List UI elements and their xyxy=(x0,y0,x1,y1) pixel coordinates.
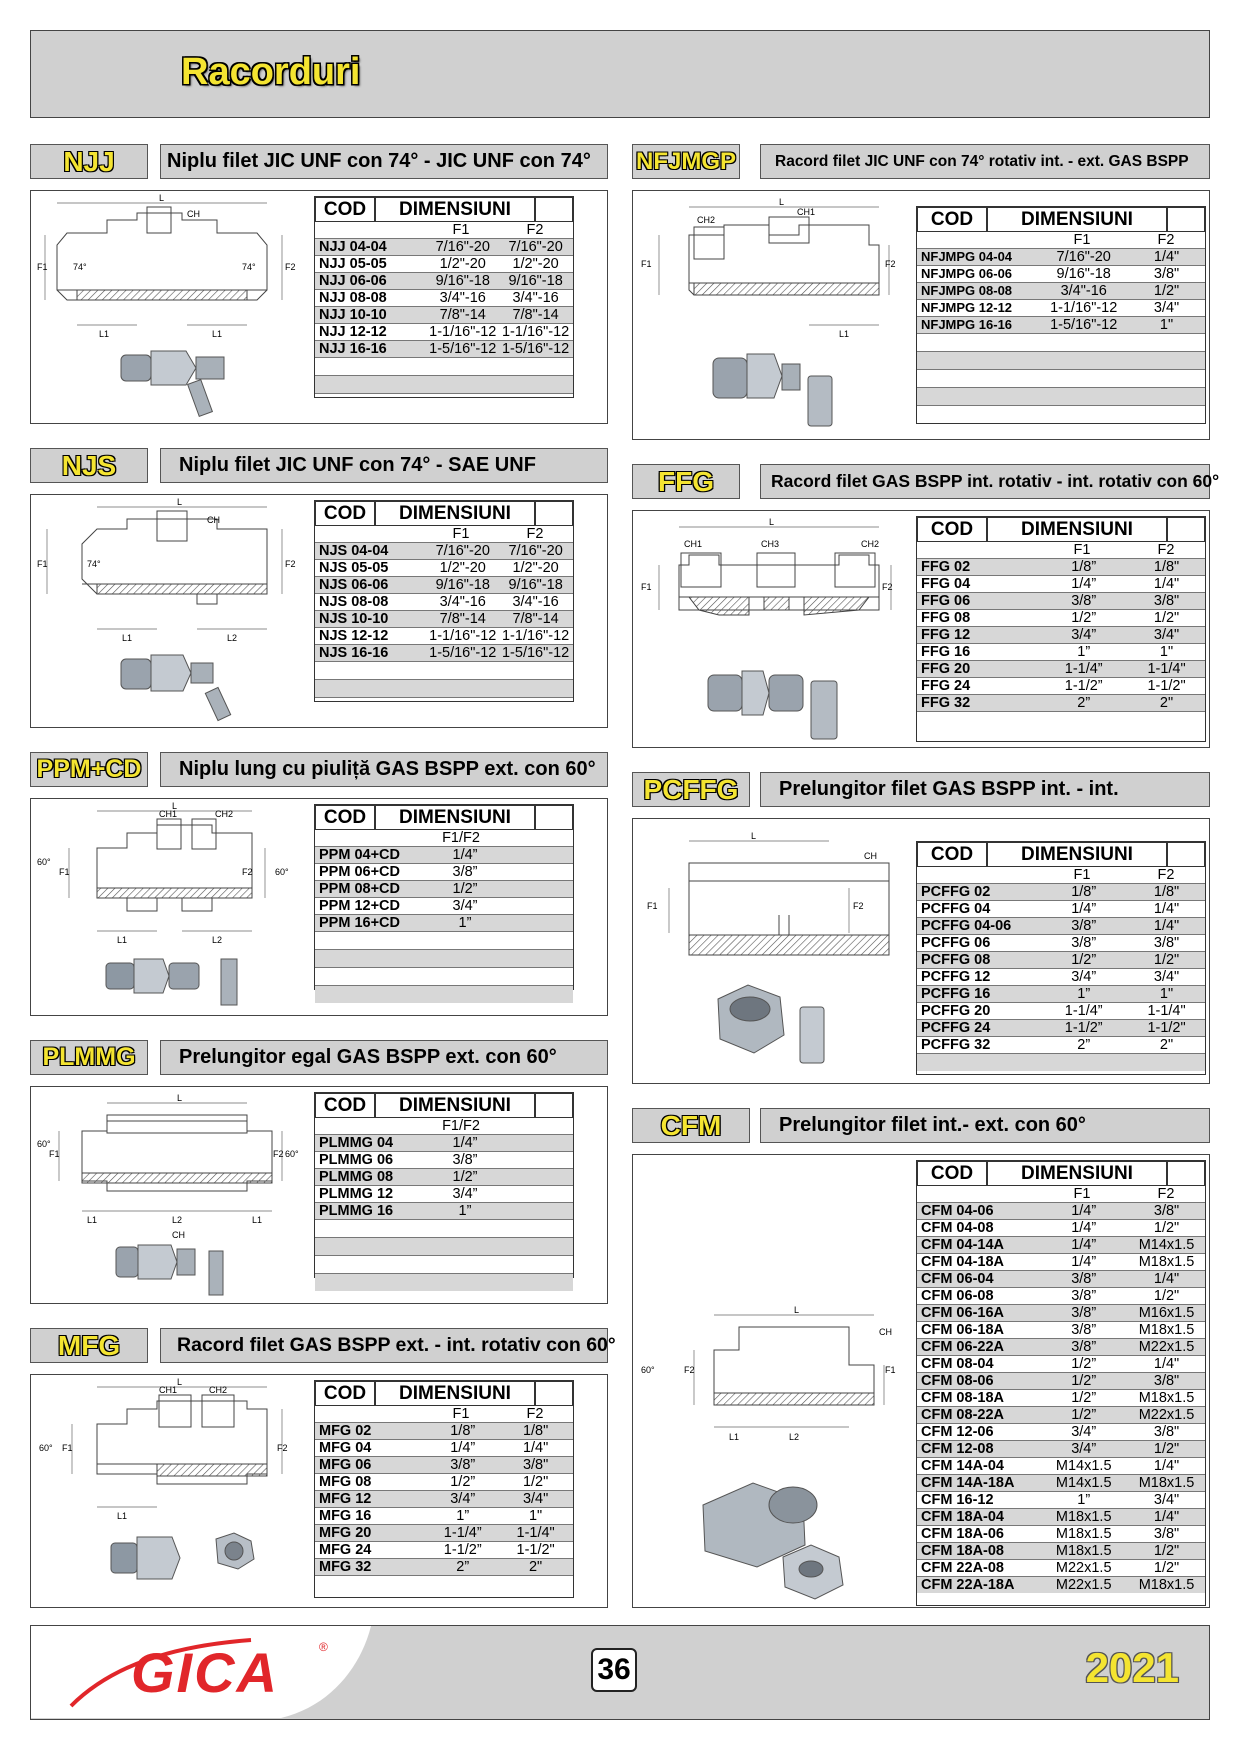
dim-label-l: L xyxy=(177,1093,183,1103)
table-row: NJJ 12-12 1-1/16"-12 1-1/16"-12 xyxy=(315,323,573,340)
column-header-cod: COD xyxy=(917,1161,987,1185)
table-row: NFJMPG 08-08 3/4"-16 1/2" xyxy=(917,282,1205,299)
table-row: FFG 12 3/4” 3/4" xyxy=(917,626,1205,643)
table-row: NFJMPG 12-12 1-1/16"-12 3/4" xyxy=(917,299,1205,316)
footer-bar xyxy=(30,1625,1210,1720)
dim-label-f1: F1 xyxy=(37,262,48,272)
section-code: CFM xyxy=(632,1108,750,1143)
product-photo xyxy=(111,1237,261,1302)
table-row-empty xyxy=(315,1255,573,1273)
product-photo xyxy=(693,1465,873,1605)
dim-label-f2: F2 xyxy=(242,867,253,877)
section-code: NJJ xyxy=(30,144,148,179)
section-njs xyxy=(30,448,608,728)
table-row: MFG 24 1-1/2” 1-1/2" xyxy=(315,1541,573,1558)
product-panel xyxy=(632,510,1210,748)
section-code: MFG xyxy=(30,1328,148,1363)
section-ffg xyxy=(632,464,1220,748)
registered-mark: ® xyxy=(319,1640,328,1654)
table-row: CFM 22A-18A M22x1.5 M18x1.5 xyxy=(917,1576,1205,1593)
dim-label-f2: F2 xyxy=(853,901,864,911)
dim-label-ch2: CH2 xyxy=(215,809,234,819)
dim-label-f2: F2 xyxy=(273,1149,284,1159)
dim-label-l2: L2 xyxy=(227,633,238,643)
column-header-blank xyxy=(1167,207,1205,231)
dim-label-l2: L2 xyxy=(212,935,223,945)
dim-label-l: L xyxy=(779,197,785,207)
table-row: CFM 04-08 1/4” 1/2" xyxy=(917,1219,1205,1236)
dim-label-f2: F2 xyxy=(684,1365,695,1375)
table-row: NFJMPG 04-04 7/16"-20 1/4" xyxy=(917,248,1205,265)
dim-label-f2: F2 xyxy=(885,259,896,269)
table-row: NJJ 16-16 1-5/16"-12 1-5/16"-12 xyxy=(315,340,573,357)
table-row: NJS 12-12 1-1/16"-12 1-1/16"-12 xyxy=(315,627,573,644)
table-row: FFG 16 1” 1" xyxy=(917,643,1205,660)
column-header-blank xyxy=(1167,517,1205,541)
section-njj xyxy=(30,144,608,424)
table-row-empty xyxy=(315,1237,573,1255)
table-row: FFG 04 1/4” 1/4" xyxy=(917,575,1205,592)
dim-label-f1: F1 xyxy=(37,559,48,569)
column-header-cod: COD xyxy=(315,805,375,829)
subheader-f1-f2: F1/F2 xyxy=(442,1118,480,1134)
column-header-dimensiuni: DIMENSIUNI xyxy=(375,1381,535,1405)
column-header-blank xyxy=(1167,842,1205,866)
table-row: NJS 04-04 7/16"-20 7/16"-20 xyxy=(315,542,573,559)
table-row-empty xyxy=(315,661,573,679)
product-panel xyxy=(632,818,1210,1084)
dim-label-l: L xyxy=(177,1377,183,1387)
subheader-f1: F1 xyxy=(1073,542,1091,558)
dim-label-ch: CH xyxy=(172,1230,185,1240)
column-header-dimensiuni: DIMENSIUNI xyxy=(987,517,1167,541)
dim-label-l2: L2 xyxy=(789,1432,800,1442)
table-row: CFM 08-22A 1/2” M22x1.5 xyxy=(917,1406,1205,1423)
dim-label-l1: L1 xyxy=(729,1432,740,1442)
table-row-empty xyxy=(917,333,1205,351)
dim-label-angle: 74° xyxy=(73,262,87,272)
table-row-empty xyxy=(917,711,1205,729)
dim-label-angle: 74° xyxy=(242,262,256,272)
dim-label-ch1: CH1 xyxy=(797,207,816,217)
technical-drawing xyxy=(37,499,297,649)
technical-drawing xyxy=(639,823,899,973)
column-header-dimensiuni: DIMENSIUNI xyxy=(375,197,535,221)
table-row: NJS 05-05 1/2"-20 1/2"-20 xyxy=(315,559,573,576)
table-row-empty xyxy=(917,387,1205,405)
dim-label-l1: L1 xyxy=(117,935,128,945)
table-row: NJS 16-16 1-5/16"-12 1-5/16"-12 xyxy=(315,644,573,661)
table-row-empty xyxy=(315,985,573,1003)
dim-label-f1: F1 xyxy=(62,1443,73,1453)
column-header-blank xyxy=(535,805,573,829)
dim-label-l1: L1 xyxy=(122,633,133,643)
column-header-dimensiuni: DIMENSIUNI xyxy=(987,842,1167,866)
table-row: CFM 08-04 1/2” 1/4" xyxy=(917,1355,1205,1372)
page-title: Racorduri xyxy=(181,51,361,93)
dim-label-ch: CH xyxy=(864,851,877,861)
table-row: CFM 06-18A 3/8” M18x1.5 xyxy=(917,1321,1205,1338)
table-row: CFM 18A-08 M18x1.5 1/2" xyxy=(917,1542,1205,1559)
dim-label-angle: 60° xyxy=(275,867,289,877)
column-header-cod: COD xyxy=(917,842,987,866)
technical-drawing xyxy=(37,803,297,953)
dim-label-f1: F1 xyxy=(59,867,70,877)
dim-label-ch1: CH1 xyxy=(159,809,178,819)
table-row: FFG 32 2” 2" xyxy=(917,694,1205,711)
section-description: Niplu lung cu piuliță GAS BSPP ext. con 60° xyxy=(160,752,608,787)
column-header-blank xyxy=(535,501,573,525)
dim-label-l: L xyxy=(159,193,165,203)
section-ppm-cd xyxy=(30,752,608,1016)
technical-drawing xyxy=(639,515,899,665)
dim-label-angle: 60° xyxy=(37,1139,51,1149)
table-row: PPM 04+CD 1/4” xyxy=(315,846,573,863)
table-row: MFG 08 1/2” 1/2" xyxy=(315,1473,573,1490)
subheader-f2: F2 xyxy=(1157,542,1175,558)
dim-label-f1: F1 xyxy=(641,259,652,269)
table-row-empty xyxy=(917,369,1205,387)
table-row: NJS 10-10 7/8"-14 7/8"-14 xyxy=(315,610,573,627)
dim-label-angle: 60° xyxy=(37,857,51,867)
section-description: Racord filet JIC UNF con 74° rotativ int. - ext. GAS BSPP xyxy=(760,144,1210,179)
table-row: CFM 18A-04 M18x1.5 1/4" xyxy=(917,1508,1205,1525)
product-photo xyxy=(708,346,868,436)
table-row: CFM 16-12 1” 3/4" xyxy=(917,1491,1205,1508)
dim-label-angle: 60° xyxy=(285,1149,299,1159)
column-header-cod: COD xyxy=(917,207,987,231)
subheader-f1-f2: F1/F2 xyxy=(442,830,480,846)
table-row: NJJ 10-10 7/8"-14 7/8"-14 xyxy=(315,306,573,323)
product-panel xyxy=(632,190,1210,440)
section-description: Prelungitor filet int.- ext. con 60° xyxy=(760,1108,1210,1143)
section-code: PCFFG xyxy=(632,772,750,807)
technical-drawing xyxy=(639,1305,899,1455)
table-row-empty xyxy=(315,679,573,697)
table-row-empty xyxy=(315,697,573,715)
dim-label-l1: L1 xyxy=(839,329,850,339)
dim-label-f1: F1 xyxy=(885,1365,896,1375)
table-row: PCFFG 32 2” 2" xyxy=(917,1036,1205,1053)
table-row-empty xyxy=(315,375,573,393)
technical-drawing xyxy=(639,195,899,345)
dimensions-table xyxy=(916,841,1206,1075)
product-photo xyxy=(703,663,863,743)
dim-label-l: L xyxy=(177,497,183,507)
table-row: MFG 02 1/8” 1/8" xyxy=(315,1422,573,1439)
table-row-empty xyxy=(315,357,573,375)
dim-label-ch1: CH1 xyxy=(159,1385,178,1395)
dim-label-f2: F2 xyxy=(285,559,296,569)
table-row: CFM 14A-04 M14x1.5 1/4" xyxy=(917,1457,1205,1474)
table-row: PCFFG 12 3/4” 3/4" xyxy=(917,968,1205,985)
table-row: NJS 06-06 9/16"-18 9/16"-18 xyxy=(315,576,573,593)
dimensions-table xyxy=(314,500,574,702)
dim-label-angle: 74° xyxy=(87,559,101,569)
table-row: PCFFG 24 1-1/2” 1-1/2" xyxy=(917,1019,1205,1036)
table-row: PLMMG 04 1/4” xyxy=(315,1134,573,1151)
section-description: Prelungitor filet GAS BSPP int. - int. xyxy=(760,772,1210,807)
product-panel xyxy=(30,1086,608,1304)
subheader-f1: F1 xyxy=(1073,232,1091,248)
product-panel xyxy=(30,494,608,728)
subheader-f1: F1 xyxy=(1073,867,1091,883)
column-header-dimensiuni: DIMENSIUNI xyxy=(987,207,1167,231)
dim-label-l2: L2 xyxy=(172,1215,183,1225)
table-row: CFM 04-18A 1/4” M18x1.5 xyxy=(917,1253,1205,1270)
dimensions-table xyxy=(916,1160,1206,1606)
dim-label-l: L xyxy=(751,831,757,841)
table-row: PPM 16+CD 1” xyxy=(315,914,573,931)
dim-label-l: L xyxy=(172,801,178,811)
table-row: NJS 08-08 3/4"-16 3/4"-16 xyxy=(315,593,573,610)
section-description: Niplu filet JIC UNF con 74° - JIC UNF con 74° xyxy=(160,144,608,179)
section-plmmg xyxy=(30,1040,608,1304)
column-header-blank xyxy=(535,1093,573,1117)
table-row: PPM 06+CD 3/8” xyxy=(315,863,573,880)
table-row: PCFFG 08 1/2” 1/2" xyxy=(917,951,1205,968)
dim-label-l1: L1 xyxy=(252,1215,263,1225)
section-description: Prelungitor egal GAS BSPP ext. con 60° xyxy=(160,1040,608,1075)
subheader-f2: F2 xyxy=(1157,867,1175,883)
table-row: MFG 06 3/8” 3/8" xyxy=(315,1456,573,1473)
product-photo xyxy=(101,949,261,1014)
table-row: NFJMPG 06-06 9/16"-18 3/8" xyxy=(917,265,1205,282)
page-number: 36 xyxy=(591,1648,637,1692)
column-header-cod: COD xyxy=(315,501,375,525)
table-row: CFM 06-04 3/8” 1/4" xyxy=(917,1270,1205,1287)
section-pcffg xyxy=(632,772,1210,1084)
section-code: PPM+CD xyxy=(30,752,148,787)
dimensions-table xyxy=(314,804,574,990)
catalog-year: 2021 xyxy=(1085,1644,1179,1691)
table-row: PLMMG 08 1/2” xyxy=(315,1168,573,1185)
column-header-blank xyxy=(1167,1161,1205,1185)
subheader-f1: F1 xyxy=(452,526,470,542)
table-row: PCFFG 04 1/4” 1/4" xyxy=(917,900,1205,917)
dim-label-ch: CH xyxy=(879,1327,892,1337)
section-description: Niplu filet JIC UNF con 74° - SAE UNF xyxy=(160,448,608,483)
dim-label-f2: F2 xyxy=(285,262,296,272)
title-bar xyxy=(30,30,1210,118)
dim-label-ch2: CH2 xyxy=(861,539,880,549)
table-row: CFM 06-08 3/8” 1/2" xyxy=(917,1287,1205,1304)
column-header-cod: COD xyxy=(315,197,375,221)
table-row: CFM 06-22A 3/8” M22x1.5 xyxy=(917,1338,1205,1355)
subheader-f1: F1 xyxy=(452,1406,470,1422)
section-cfm xyxy=(632,1108,1210,1608)
column-header-blank xyxy=(535,1381,573,1405)
dimensions-table xyxy=(314,1380,574,1598)
table-row: CFM 22A-08 M22x1.5 1/2" xyxy=(917,1559,1205,1576)
dim-label-l1: L1 xyxy=(117,1511,128,1521)
column-header-dimensiuni: DIMENSIUNI xyxy=(375,805,535,829)
section-nfjmgp xyxy=(632,144,1210,440)
dim-label-l: L xyxy=(794,1305,800,1315)
table-row: MFG 32 2” 2" xyxy=(315,1558,573,1575)
table-row: MFG 16 1” 1" xyxy=(315,1507,573,1524)
table-row: CFM 14A-18A M14x1.5 M18x1.5 xyxy=(917,1474,1205,1491)
table-row: CFM 18A-06 M18x1.5 3/8" xyxy=(917,1525,1205,1542)
dim-label-f2: F2 xyxy=(882,582,893,592)
table-row: FFG 24 1-1/2” 1-1/2" xyxy=(917,677,1205,694)
table-row: CFM 12-06 3/4” 3/8" xyxy=(917,1423,1205,1440)
table-row-empty xyxy=(917,405,1205,423)
dimensions-table xyxy=(916,206,1206,424)
subheader-f2: F2 xyxy=(526,1406,544,1422)
technical-drawing xyxy=(37,1091,297,1241)
technical-drawing xyxy=(37,1379,297,1529)
table-row: NJJ 08-08 3/4"-16 3/4"-16 xyxy=(315,289,573,306)
section-code: FFG xyxy=(632,464,740,499)
product-photo xyxy=(111,645,251,725)
section-code: PLMMG xyxy=(30,1040,148,1075)
table-row: FFG 20 1-1/4” 1-1/4" xyxy=(917,660,1205,677)
subheader-f2: F2 xyxy=(526,222,544,238)
table-row-empty xyxy=(315,393,573,411)
table-row: PCFFG 06 3/8” 3/8" xyxy=(917,934,1205,951)
table-row: NJJ 04-04 7/16"-20 7/16"-20 xyxy=(315,238,573,255)
table-row-empty xyxy=(917,351,1205,369)
table-row: FFG 06 3/8” 3/8" xyxy=(917,592,1205,609)
product-panel xyxy=(30,798,608,1016)
dim-label-l1: L1 xyxy=(87,1215,98,1225)
product-photo xyxy=(111,341,251,421)
dim-label-f1: F1 xyxy=(49,1149,60,1159)
product-photo xyxy=(708,979,848,1079)
subheader-f2: F2 xyxy=(1157,232,1175,248)
table-row: PCFFG 20 1-1/4” 1-1/4" xyxy=(917,1002,1205,1019)
table-row: CFM 08-18A 1/2” M18x1.5 xyxy=(917,1389,1205,1406)
table-row-empty xyxy=(315,949,573,967)
column-header-cod: COD xyxy=(917,517,987,541)
table-row: PLMMG 12 3/4” xyxy=(315,1185,573,1202)
section-code: NFJMGP xyxy=(632,144,740,179)
column-header-cod: COD xyxy=(315,1381,375,1405)
subheader-f1: F1 xyxy=(452,222,470,238)
table-row: NJJ 05-05 1/2"-20 1/2"-20 xyxy=(315,255,573,272)
dim-label-ch3: CH3 xyxy=(761,539,780,549)
table-row: PCFFG 04-06 3/8” 1/4" xyxy=(917,917,1205,934)
technical-drawing xyxy=(37,195,297,345)
dim-label-l: L xyxy=(769,517,775,527)
table-row: FFG 08 1/2” 1/2" xyxy=(917,609,1205,626)
table-row-empty xyxy=(917,1053,1205,1071)
product-panel xyxy=(30,1374,608,1608)
dim-label-angle: 60° xyxy=(641,1365,655,1375)
table-row: CFM 04-14A 1/4” M14x1.5 xyxy=(917,1236,1205,1253)
dim-label-ch2: CH2 xyxy=(697,215,716,225)
table-row-empty xyxy=(315,931,573,949)
column-header-dimensiuni: DIMENSIUNI xyxy=(375,501,535,525)
dimensions-table xyxy=(314,196,574,398)
subheader-f1: F1 xyxy=(1073,1186,1091,1202)
table-row: CFM 12-08 3/4” 1/2" xyxy=(917,1440,1205,1457)
dim-label-ch: CH xyxy=(187,209,200,219)
column-header-dimensiuni: DIMENSIUNI xyxy=(987,1161,1167,1185)
dimensions-table xyxy=(916,516,1206,742)
dim-label-f1: F1 xyxy=(641,582,652,592)
brand-logo: GICA xyxy=(131,1641,279,1704)
product-panel xyxy=(30,190,608,424)
section-code: NJS xyxy=(30,448,148,483)
section-description: Racord filet GAS BSPP ext. - int. rotativ con 60° xyxy=(160,1328,608,1363)
table-row: PLMMG 06 3/8” xyxy=(315,1151,573,1168)
table-row: CFM 06-16A 3/8” M16x1.5 xyxy=(917,1304,1205,1321)
dim-label-f1: F1 xyxy=(647,901,658,911)
dim-label-angle: 60° xyxy=(39,1443,53,1453)
table-row: CFM 08-06 1/2” 3/8" xyxy=(917,1372,1205,1389)
dim-label-f2: F2 xyxy=(277,1443,288,1453)
column-header-blank xyxy=(535,197,573,221)
table-row: PPM 08+CD 1/2” xyxy=(315,880,573,897)
dim-label-l1: L1 xyxy=(212,329,223,339)
section-description: Racord filet GAS BSPP int. rotativ - int. rotativ con 60° xyxy=(760,464,1210,499)
table-row: NJJ 06-06 9/16"-18 9/16"-18 xyxy=(315,272,573,289)
dim-label-ch2: CH2 xyxy=(209,1385,228,1395)
table-row: NFJMPG 16-16 1-5/16"-12 1" xyxy=(917,316,1205,333)
table-row: PPM 12+CD 3/4” xyxy=(315,897,573,914)
table-row: MFG 12 3/4” 3/4" xyxy=(315,1490,573,1507)
product-photo xyxy=(106,1527,266,1597)
dim-label-ch1: CH1 xyxy=(684,539,703,549)
table-row: FFG 02 1/8” 1/8" xyxy=(917,558,1205,575)
table-row-empty xyxy=(315,1219,573,1237)
table-row-empty xyxy=(315,967,573,985)
dim-label-l1: L1 xyxy=(99,329,110,339)
table-row: PLMMG 16 1” xyxy=(315,1202,573,1219)
table-row: PCFFG 16 1” 1" xyxy=(917,985,1205,1002)
subheader-f2: F2 xyxy=(1157,1186,1175,1202)
section-mfg xyxy=(30,1328,616,1608)
column-header-cod: COD xyxy=(315,1093,375,1117)
table-row: MFG 20 1-1/4” 1-1/4" xyxy=(315,1524,573,1541)
table-row-empty xyxy=(315,1273,573,1291)
table-row-empty xyxy=(315,1575,573,1593)
table-row: PCFFG 02 1/8” 1/8" xyxy=(917,883,1205,900)
table-row: MFG 04 1/4” 1/4" xyxy=(315,1439,573,1456)
dim-label-ch: CH xyxy=(207,515,220,525)
subheader-f2: F2 xyxy=(526,526,544,542)
table-row: CFM 04-06 1/4” 3/8" xyxy=(917,1202,1205,1219)
product-panel xyxy=(632,1154,1210,1608)
dimensions-table xyxy=(314,1092,574,1278)
column-header-dimensiuni: DIMENSIUNI xyxy=(375,1093,535,1117)
